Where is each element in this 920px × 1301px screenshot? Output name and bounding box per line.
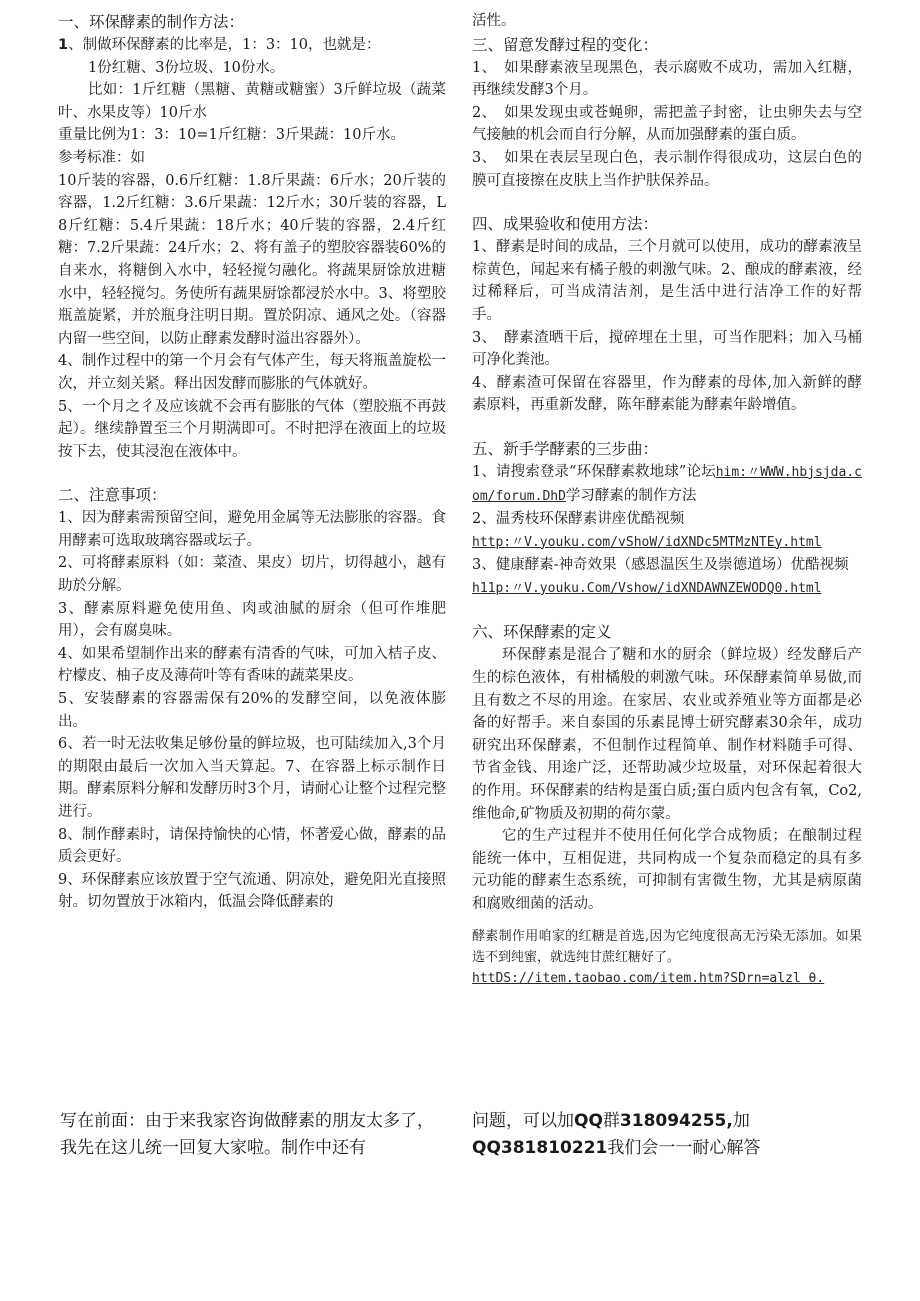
fermentation-item: 1、 如果酵素液呈现黑色，表示腐败不成功，需加入红糖，再继续发酵3个月。 xyxy=(472,59,862,99)
notice-item: 2、可将酵素原料（如：菜渣、果皮）切片，切得越小，越有助於分解。 xyxy=(58,555,446,595)
ratio-line: 1份红糖、3份垃圾、10份水。 xyxy=(88,59,285,76)
notice-item: 5、安装酵素的容器需保有20%的发酵空间，以免液体膨出。 xyxy=(58,691,446,730)
notice-item: 9、环保酵素应该放置于空气流通、阴凉处，避免阳光直接照射。切勿置放于冰箱内，低温会降低酵素的 xyxy=(58,871,446,911)
notice-item: 4、如果希望制作出来的酵素有清香的气味，可加入桔子皮、柠檬皮、柚子皮及薄荷叶等有香味的蔬菜果皮。 xyxy=(58,645,446,685)
notice-item: 1、因为酵素需预留空间，避免用金属等无法膨胀的容器。食用酵素可选取玻璃容器或坛子。 xyxy=(58,510,446,549)
continued-text: 活性。 xyxy=(472,13,516,29)
section-1-item-1 xyxy=(58,34,446,57)
taobao-link-line xyxy=(472,968,862,989)
footer-left xyxy=(60,1108,440,1162)
youku-link-2[interactable]: h11p:〃V.youku.Com/Vshow/idXNDAWNZEWODQ0.html xyxy=(472,580,822,596)
fermentation-item: 3、 如果在表层呈现白色，表示制作得很成功，这层白色的膜可直接擦在皮肤上当作护肤保养品。 xyxy=(472,149,862,189)
section-4-title: 四、成果验收和使用方法： xyxy=(472,215,659,234)
definition-paragraph-1: 环保酵素是混合了糖和水的厨余（鲜垃圾）经发酵后产生的棕色液体，有柑橘般的刺激气味。环保酵素简单易做,而且有数之不尽的用途。在家居、农业或养殖业等方面都是必备的好帮手。来自泰国的乐素昆博士研究酵素30余年，成功研究出环保酵素，不但制作过程简单、制作材料随手可得、节省金钱、用途广泛，还帮助减少垃圾量，对环保起着很大的作用。环保酵素的结构是蛋白质;蛋白质内包含有氧，Co2,维他命,矿物质及初期的荷尔蒙。 xyxy=(472,647,862,822)
qq-number: QQ381810221 xyxy=(472,1138,608,1158)
item-number: 1 xyxy=(58,37,69,53)
footer-right-tail: 我们会一一耐心解答 xyxy=(607,1138,761,1158)
step-1-tail: 学习酵素的制作方法 xyxy=(565,487,697,504)
notice-item: 8、制作酵素时，请保持愉快的心情，怀著爱心做，酵素的品质会更好。 xyxy=(58,826,446,866)
usage-item: 1、酵素是时间的成品，三个月就可以使用，成功的酵素液呈棕黄色，闻起来有橘子般的刺激气味。2、酿成的酵素液，经过稀释后，可当成清洁剂，是生活中进行洁净工作的好帮手。 xyxy=(472,239,862,323)
notice-item: 3、酵素原料避免使用鱼、肉或油腻的厨余（但可作堆肥用），会有腐臭味。 xyxy=(58,600,446,640)
reference-label: 参考标准：如 xyxy=(58,149,145,166)
group-label: 群 xyxy=(602,1111,620,1131)
footer-left-text: 写在前面：由于来我家咨询做酵素的朋友太多了，我先在这儿统一回复大家啦。制作中还有 xyxy=(60,1111,434,1158)
step-3: 3、健康酵素-神奇效果（感恩温医生及崇德道场）优酷视频 xyxy=(472,557,849,574)
section-2-title: 二、注意事项： xyxy=(58,486,167,505)
step-2: 2、温秀枝环保酵素讲座优酷视频 xyxy=(472,511,685,528)
item-text: 、制做环保酵素的比率是，1：3：10，也就是： xyxy=(68,37,381,53)
section-1-item-4: 4、制作过程中的第一个月会有气体产生，每天将瓶盖旋松一次，并立刻关紧。释出因发酵而膨胀的气体就好。 xyxy=(58,353,446,392)
youku-link-1[interactable]: http:〃V.youku.com/vShoW/idXNDc5MTMzNTEy.html xyxy=(472,534,822,550)
qq-group-number: 318094255, xyxy=(619,1111,733,1131)
taobao-link[interactable]: httDS://item.taobao.com/item.htm?SDrn=alzl θ. xyxy=(472,970,825,986)
fermentation-item: 2、 如果发现虫或苍蝇卵，需把盖子封密，让虫卵失去与空气接触的机会而自行分解，从而加强酵素的蛋白质。 xyxy=(472,104,862,144)
step-1 xyxy=(472,461,862,508)
qq-label: QQ xyxy=(574,1111,603,1131)
left-column xyxy=(58,10,446,914)
step-2-link-line xyxy=(472,531,862,555)
step-3-link-line xyxy=(472,577,862,601)
usage-item: 3、 酵素渣晒干后，搅碎埋在土里，可当作肥料；加入马桶可净化粪池。 xyxy=(472,329,862,369)
definition-paragraph-2: 它的生产过程并不使用任何化学合成物质；在酿制过程能统一体中，互相促进，共同构成一个复杂而稳定的具有多元功能的酵素生态系统，可抑制有害微生物，尤其是病原菌和腐败细菌的活动。 xyxy=(472,828,862,912)
section-1-item-5: 5、一个月之彳及应该就不会再有膨胀的气体（塑胶瓶不再鼓起）。继续静置至三个月期满即可。不时把浮在液面上的垃圾按下去，使其浸泡在液体中。 xyxy=(58,398,446,460)
section-3-title: 三、留意发酵过程的变化： xyxy=(472,35,659,54)
notice-item: 6、若一时无法收集足够份量的鲜垃圾，也可陆续加入,3个月的期限由最后一次加入当天算起。7、在容器上标示制作日期。酵素原料分解和发酵历时3个月，请耐心让整个过程完整进行。 xyxy=(58,736,446,820)
container-ratios-paragraph: 10斤装的容器，0.6斤红糖：1.8斤果蔬：6斤水；20斤装的容器，1.2斤红糖：3.6斤果蔬：12斤水；30斤装的容器，L8斤红糖：5.4斤果蔬：18斤水；40斤装的容器，2.4斤红糖：7.2斤果蔬：24斤水；2、将有盖子的塑胶容器装60%的自来水，将糖倒入水中，轻轻搅匀融化。将蔬果厨馀放进糖水中，轻轻搅匀。务使所有蔬果厨馀都浸於水中。3、将塑胶瓶盖旋紧，并於瓶身注明日期。置於阴凉、通风之处。（容器内留一些空间，以防止酵素发酵时溢出容器外）。 xyxy=(58,172,446,347)
section-1-title: 一、环保酵素的制作方法： xyxy=(58,13,245,31)
example-paragraph: 比如：1斤红糖（黑糖、黄糖或糖蜜）3斤鲜垃圾（蔬菜叶、水果皮等）10斤水 xyxy=(58,82,446,121)
footer-right xyxy=(472,1108,872,1162)
step-1-text: 1、请搜索登录“环保酵素救地球”论坛 xyxy=(472,463,716,480)
forum-link[interactable]: him:〃WWW.hbjsjda.com/forum.DhD xyxy=(472,464,862,504)
usage-item: 4、酵素渣可保留在容器里，作为酵素的母体,加入新鲜的酵素原料，再重新发酵，陈年酵素能为酵素年龄增值。 xyxy=(472,374,862,414)
section-5-title: 五、新手学酵素的三步曲： xyxy=(472,439,659,458)
right-column xyxy=(472,10,862,989)
section-6-title: 六、环保酵素的定义 xyxy=(472,623,612,642)
weight-ratio: 重量比例为1：3：10=1斤红糖：3斤果蔬：10斤水。 xyxy=(58,127,405,144)
add-label: 加 xyxy=(732,1111,750,1131)
footer-right-pre: 问题，可以加 xyxy=(472,1111,574,1131)
sugar-note: 酵素制作用咱家的红糖是首选,因为它纯度很高无污染无添加。如果选不到纯蜜，就选纯甘蔗红糖好了。 xyxy=(472,928,862,965)
